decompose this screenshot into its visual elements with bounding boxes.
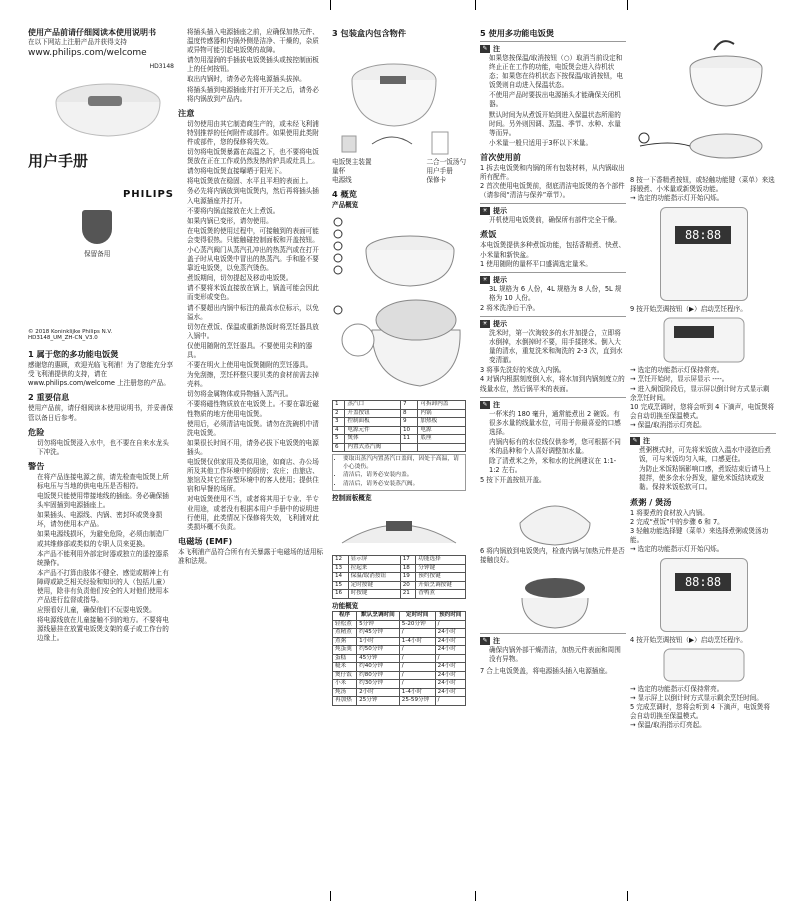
part-name: 内置式蒸汽阀: [345, 443, 401, 452]
danger-list: [28, 439, 174, 457]
list-item: • 如果电源线损坏，为避免危险，必须由制造厂或其维修部或类似的专职人员来更换。: [37, 530, 174, 548]
table-cell: 再加热: [333, 697, 357, 706]
step: 2 完成“煮饭”中的步骤 6 和 7。: [630, 517, 724, 526]
section-2-title: 2 重要信息: [28, 392, 70, 403]
table-cell: /: [435, 697, 465, 706]
list-item: • 煮饭期间，切勿提起及移动电饭煲。: [187, 274, 324, 283]
porridge-heading: 煮粥 / 煲汤: [630, 496, 672, 507]
table-row: [333, 680, 466, 689]
note-box: [480, 397, 626, 476]
list-item: • 确保内锅外部干燥清洁，加热元件表面和周围没有异物。: [489, 646, 626, 664]
panel-number: 21: [400, 590, 416, 599]
panel-name: 定时按键: [348, 581, 400, 590]
column-header: 预约时间: [435, 612, 465, 621]
brand-logo: PHILIPS: [122, 189, 174, 201]
crop-mark: [627, 0, 628, 10]
box-label: 电源线: [332, 176, 352, 185]
panel-name: 拉起来: [348, 564, 400, 573]
panel-name: 香鸭煮: [416, 590, 466, 599]
manual-title: 用户手册: [28, 152, 89, 171]
safety-list-top: [178, 28, 324, 104]
emf-heading: 电磁场 (EMF): [178, 535, 233, 546]
table-row: [333, 409, 466, 418]
table-cell: 1小时: [357, 637, 400, 646]
table-cell: 25分钟: [357, 697, 400, 706]
list-item: • 为免刮擦，烹饪杯整只要贝类的食材前需去掉壳料。: [187, 371, 324, 389]
panel-number: 15: [333, 581, 349, 590]
panel-number: 18: [400, 564, 416, 573]
list-item: • 切勿在煮饭、保温或重新热饭时将烹饪器具放入锅中。: [187, 323, 324, 341]
website-link[interactable]: www.philips.com/welcome: [28, 48, 147, 59]
cook-heading: 煮饭: [480, 229, 497, 240]
open-lid-illustration: [510, 487, 626, 547]
list-item: • 如果插头、电源线、内锅、密封环或煲身损坏，请勿使用本产品。: [37, 511, 174, 529]
panel-name: 分钟键: [416, 564, 466, 573]
table-row: [333, 663, 466, 672]
result: → 选定的功能指示灯保持常亮。: [630, 366, 724, 375]
part-number: 5: [333, 435, 345, 444]
table-cell: 约80分钟: [357, 671, 400, 680]
part-number: [400, 443, 417, 452]
table-row: [333, 435, 466, 444]
list-item: • 请勿用湿润的手插拔电饭煲插头或按控制面板上的任何按钮。: [187, 56, 324, 74]
warning-heading: 警告: [28, 460, 45, 471]
table-cell: /: [435, 654, 465, 663]
start-button-illustration-2: [660, 645, 776, 685]
tip-label: 提示: [493, 275, 507, 284]
list-item: • 要取出蒸汽内置蒸汽口盖间，因处于高温，请小心烫伤。: [343, 456, 463, 471]
start-button-illustration: [660, 314, 776, 366]
panel-number: 13: [333, 564, 349, 573]
inner-pot-illustration: [510, 568, 626, 630]
table-row: [333, 556, 466, 565]
table-row: [333, 443, 466, 452]
result: → 选定的功能指示灯保持常亮。: [630, 685, 724, 694]
step: 7 合上电饭煲盖，将电源插头插入电源插座。: [480, 666, 612, 675]
parts-note: [332, 454, 466, 491]
part-number: 9: [400, 418, 417, 427]
table-cell: 糙米: [333, 663, 357, 672]
first-use-heading: 首次使用前: [480, 151, 521, 162]
list-item: • 使用后，必须清洁电饭煲。请勿在洗碗机中清洗电饭煲。: [187, 420, 324, 438]
list-item: • 不要在明火上使用电饭煲随附的烹饪器具。: [187, 361, 324, 370]
list-item: • 如果您按保温/取消按钮（○）取消当前设定和终止正在工作的功能，电饭煲会进入待机状态；如果您在待机状态下按保温/取消按钮，电饭煲则自动进入保温状态。: [489, 54, 626, 90]
list-item: • 开机使用电饭煲前，确保所有部件完全干燥。: [489, 216, 626, 225]
table-cell: 煲仔饭: [333, 671, 357, 680]
note-label: 注: [493, 45, 500, 53]
table-cell: 约30分钟: [357, 680, 400, 689]
list-item: • 默认时间为从煮饭开始到进入保温状态所需的时间。另外则因调、蒸温、季节、水种、水量等而异。: [489, 111, 626, 138]
table-cell: /: [399, 680, 435, 689]
list-item: • 内锅内标有的水位线仅供参考，您可根据不同米的品种和个人喜好调整加水量。: [489, 438, 626, 456]
part-number: 6: [333, 443, 345, 452]
box-label: 量杯: [332, 167, 346, 176]
control-panel-display: [660, 207, 748, 301]
table-cell: 24小时: [435, 629, 465, 638]
column-usage: [480, 28, 626, 895]
result: → 保温/取消指示灯亮起。: [630, 721, 706, 730]
first-use-steps: [480, 164, 626, 200]
list-item: • 切勿使用由其它制造商生产的，或未经飞利浦特别推荐的任何附件或部件。如果使用此类附件或部件，您的保修将失效。: [187, 120, 324, 147]
step: 1 将要煮的食材放入内锅。: [630, 508, 709, 517]
step: 5 按下开盖按钮开盖。: [480, 476, 546, 485]
section-5-title: 5 使用多功能电饭煲: [480, 28, 555, 38]
list-item: • 请不要将米饭直接放在锅上，锅盖可能会因此而变形或变色。: [187, 284, 324, 302]
product-diagram: [332, 210, 466, 400]
control-panel-diagram: [332, 503, 466, 555]
rice-cooker-photo: [48, 72, 174, 142]
box-label: 电饭煲主装置: [332, 158, 372, 166]
table-cell: 2小时: [357, 688, 400, 697]
column-header: 默认烹调时间: [357, 612, 400, 621]
table-row: [333, 620, 466, 629]
list-item: • 电饭煲只能使用带接地线的插座。务必确保插头牢固插到电源插座上。: [37, 492, 174, 510]
list-item: • 清洁后，请务必安装内盖。: [343, 472, 463, 480]
plug-in-illustration: [630, 28, 776, 176]
part-number: 8: [400, 409, 417, 418]
section-1-text: 感谢您的惠顾，欢迎光临飞利浦！为了您能充分享受飞利浦提供的支持，请在 www.philips.com/welcome 上注册您的产品。: [28, 361, 174, 388]
list-item: • 不要将磁性物质放在电饭煲上。不要在靠近磁性物质的地方使用电饭煲。: [187, 400, 324, 418]
table-cell: 小米: [333, 680, 357, 689]
table-cell: 轻松煮: [333, 620, 357, 629]
list-item: • 本产品不能利用外部定时器或独立的遥控器系统操作。: [37, 550, 174, 568]
part-name: 可拆卸内盖: [418, 401, 466, 410]
table-row: [333, 671, 466, 680]
list-item: • 不使用产品时要拔出电源插头才能确保关闭机器。: [489, 91, 626, 109]
product-overview-title: 产品概览: [332, 201, 359, 210]
table-cell: 1-4小时: [399, 688, 435, 697]
tip-box: [480, 272, 626, 303]
list-item: • 小心蒸汽阀门从蒸汽孔冲出的热蒸汽或在打开盖子时从电饭煲中冒出的热蒸汽。手和脸不要靠近电饭煲，以免蒸汽烫伤。: [187, 246, 324, 273]
column-header: 定时时间: [399, 612, 435, 621]
table-cell: /: [399, 629, 435, 638]
table-row: [333, 581, 466, 590]
crop-mark: [627, 891, 628, 901]
table-row: [333, 654, 466, 663]
shield-icon: [82, 210, 112, 244]
list-item: • 一杯米约 180 毫升，通常能煮出 2 碗饭。有很多水量的线量水位，可用于你最喜爱的口感选择。: [489, 410, 626, 437]
panel-number: 17: [400, 556, 416, 565]
box-label: 保修卡: [426, 176, 447, 185]
panel-name: 保温/取消按钮: [348, 573, 400, 582]
panel-name: 功能选择: [416, 556, 466, 565]
list-item: • 为防止米饭粘锅影响口感，煮饭结束后请马上搅拌，使多余水分挥发，避免米饭结块或发黏。保持米饭松软可口。: [639, 465, 776, 492]
list-item: • 将插头插到电源插座并打开开关之后，请务必将内锅放到产品内。: [187, 86, 324, 104]
step: 1 拆去电饭煲和内锅的所有包装材料，从内锅取出所有配件。: [480, 163, 625, 182]
table-row: [333, 426, 466, 435]
crop-mark: [475, 0, 476, 10]
note-icon: ✎: [630, 437, 640, 445]
read-first-title: 使用产品前请仔细阅读本使用说明书: [28, 28, 156, 37]
step: 9 按开始烹调按钮（▶）启动烹饪程序。: [630, 305, 747, 314]
table-row: [333, 646, 466, 655]
panel-name: 开始烹调按键: [416, 581, 466, 590]
step: 4 按开始烹调按钮（▶）启动烹饪程序。: [630, 635, 747, 644]
list-item: • 如果很长时间不用，请务必拔下电饭煲的电源插头。: [187, 439, 324, 457]
list-item: • 切勿将金属物体或异物插入蒸汽孔。: [187, 390, 324, 399]
table-cell: 煮粥: [333, 637, 357, 646]
panel-name: 时按键: [348, 590, 400, 599]
part-name: 电源元件: [345, 426, 401, 435]
register-text: 在以下网站上注册产品并获得支持: [28, 38, 127, 46]
tip-box: [480, 316, 626, 365]
note-label: 注: [493, 400, 500, 409]
tip-box: [480, 203, 626, 225]
table-cell: /: [399, 646, 435, 655]
column-cover: [28, 28, 174, 895]
box-label: 二合一饭汤勺: [426, 158, 466, 166]
table-cell: 蛋糕: [333, 654, 357, 663]
table-cell: /: [399, 654, 435, 663]
note-label: 注: [643, 437, 650, 446]
table-cell: 24小时: [435, 680, 465, 689]
crop-mark: [330, 0, 331, 10]
table-cell: /: [399, 671, 435, 680]
table-cell: 25-59分钟: [399, 697, 435, 706]
column-header: 程序: [333, 612, 357, 621]
part-number: 3: [333, 418, 345, 427]
part-number: 2: [333, 409, 345, 418]
step: 4 对锅内根据刻度倒入水，将水加到内锅刻度立的线量水位，然后锅平米的表面。: [480, 375, 625, 393]
list-item: • 如果内锅已变形，请勿使用。: [187, 217, 324, 226]
result: → 保温/取消指示灯亮起。: [630, 420, 706, 429]
crop-mark: [475, 891, 476, 901]
crop-mark: [330, 891, 331, 901]
keep-for-reference: 保留备用: [84, 250, 111, 259]
note-icon: ✎: [480, 637, 490, 645]
list-item: • 不要将内锅直接放在火上煮饭。: [187, 207, 324, 216]
table-cell: 24小时: [435, 637, 465, 646]
table-row: [333, 401, 466, 410]
note-box: [480, 41, 626, 148]
panel-number: 19: [400, 573, 416, 582]
step: 3 轻触功能选择键（菜单）来选择煮粥或煲汤功能。: [630, 526, 769, 544]
table-cell: 24小时: [435, 663, 465, 672]
list-item: • 煮粥模式时，可先将米饭放入温水中浸泡后煮饭，可与米饭均匀入味，口感更佳。: [639, 446, 776, 464]
table-row: [333, 688, 466, 697]
function-overview-title: 功能概览: [332, 601, 359, 610]
table-cell: 5分钟: [357, 620, 400, 629]
table-cell: 约50分钟: [357, 646, 400, 655]
table-cell: 炖蛋羹: [333, 646, 357, 655]
list-item: • 清洁后，请务必安装蒸汽阀。: [343, 481, 463, 489]
panel-table: [332, 555, 466, 599]
part-name: [418, 443, 466, 452]
table-cell: 约45分钟: [357, 629, 400, 638]
step: 2 将米洗净后干净。: [480, 303, 540, 312]
part-name: 煲体: [345, 435, 401, 444]
list-item: • 将电饭煲放在稳固、水平且平坦的表面上。: [187, 177, 324, 186]
tip-icon: ☀: [480, 207, 490, 215]
parts-table: [332, 400, 466, 452]
list-item: • 本产品不打算由肢体不健全、感觉或精神上有障碍或缺乏相关经验和知识的人（包括儿童）使用，除非有负责他们安全的人对他们使用本产品进行监督或指导。: [37, 569, 174, 605]
table-row: [333, 573, 466, 582]
result: → 显示屏上以倒计时方式显示剩余烹饪时间。: [630, 694, 763, 703]
result: → 选定的功能指示灯开始闪烁。: [630, 544, 724, 553]
table-row: [333, 697, 466, 706]
caution-list: [178, 120, 324, 532]
result: → 选定的功能指示灯开始闪烁。: [630, 194, 724, 203]
list-item: • 3L 规格为 6 人份，4L 规格为 8 人份，5L 规格为 10 人份。: [489, 285, 626, 303]
table-cell: 45分钟: [357, 654, 400, 663]
table-cell: 24小时: [435, 671, 465, 680]
list-item: • 除了清煮米之外，米和水的比例建议在 1:1-1:2 左右。: [489, 457, 626, 475]
table-row: [333, 629, 466, 638]
part-name: 加热板: [418, 418, 466, 427]
tip-icon: ☀: [480, 320, 490, 328]
table-cell: /: [399, 663, 435, 672]
list-item: • 小米量一般只适用于3杯以下米量。: [489, 139, 626, 148]
list-item: • 将插头插入电源插座之前，应确保加热元件、温度传感器和内锅外侧是洁净、干燥的，杂质或异物可能引起电饭煲的故障。: [187, 28, 324, 55]
display-screen: 88:88: [675, 573, 731, 591]
part-name: 底座: [418, 435, 466, 444]
box-label: 用户手册: [426, 167, 453, 176]
result: → 进入焖饭阶段后，显示屏以倒计时方式显示剩余烹饪时间。: [630, 384, 770, 402]
section-4-title: 4 概览: [332, 189, 357, 200]
section-1-title: 1 属于您的多功能电饭煲: [28, 349, 119, 360]
section-2-text: 使用产品前，请仔细阅读本使用说明书，并妥善保管以备日后参考。: [28, 404, 174, 422]
table-cell: 24小时: [435, 646, 465, 655]
step: 10 完成烹调时，您将会听到 4 下滴声，电饭煲将会自动切换至保温模式。: [630, 402, 775, 420]
tip-label: 提示: [493, 319, 507, 328]
table-cell: 煮精煮: [333, 629, 357, 638]
table-cell: 炖汤: [333, 688, 357, 697]
column-cooking: [630, 28, 776, 895]
danger-heading: 危险: [28, 426, 45, 437]
part-number: 7: [400, 401, 417, 410]
step: 8 按一下香精煮按钮，或轻触功能键（菜单）来选择锻煮、小米量或新煲饭功能。: [630, 176, 775, 194]
list-item: • 应照看好儿童，确保他们不玩耍电饭煲。: [37, 606, 174, 615]
emf-text: 本飞利浦产品符合所有有关暴露于电磁场的适用标准和法规。: [178, 547, 324, 565]
panel-number: 14: [333, 573, 349, 582]
table-row: [333, 418, 466, 427]
note-box: [480, 633, 626, 664]
control-panel-title: 控制面板概览: [332, 494, 372, 503]
step: 1 使用随附的量杯平口盛满选定量米。: [480, 259, 592, 268]
display-screen: 88:88: [675, 226, 731, 244]
part-name: 内锅: [418, 409, 466, 418]
note-icon: ✎: [480, 45, 490, 53]
part-number: 4: [333, 426, 345, 435]
list-item: • 将电源线放在儿童接触不到的地方。不要将电源线悬挂在放置电饭煲支架的桌子或工作台的边缘上。: [37, 616, 174, 643]
part-number: 1: [333, 401, 345, 410]
table-row: [333, 590, 466, 599]
part-name: 电源: [418, 426, 466, 435]
result: → 烹饪开始时，显示屏显示 ----。: [630, 375, 729, 384]
list-item: • 请不要超出内锅中标注的最高水位标示，以免溢水。: [187, 304, 324, 322]
list-item: • 电饭煲仅供家用及类似用途，如商店、办公场所及其他工作环境中的厨房；农庄；由旅店、旅馆及其它住宿型环境中的客人使用；提供住宿和早餐的场所。: [187, 458, 324, 494]
function-table: [332, 611, 466, 706]
table-row: [333, 637, 466, 646]
panel-number: 20: [400, 581, 416, 590]
cook-intro: 本电饭煲提供多种煮饭功能，包括香精煮、快煮、小米量和新快盆。: [480, 241, 626, 259]
part-number: 11: [400, 435, 417, 444]
note-label: 注: [493, 636, 500, 645]
tip-label: 提示: [493, 207, 507, 216]
model-number: HD3148: [149, 63, 174, 71]
table-row: [333, 564, 466, 573]
warning-list: [28, 473, 174, 644]
panel-number: 12: [333, 556, 349, 565]
table-cell: 约40分钟: [357, 663, 400, 672]
table-cell: 1-4小时: [399, 637, 435, 646]
table-cell: /: [435, 620, 465, 629]
list-item: • 对电饭煲使用不当，或者将其用于专业、半专业用途，或者没有根据本用户手册中的说明进行使用，此类情况下保修将失效，飞利浦对此类损坏概不负责。: [187, 495, 324, 531]
column-safety: [178, 28, 324, 895]
list-item: • 仅使用随附的烹饪器具。不要使用尖利的器具。: [187, 342, 324, 360]
list-item: • 切勿将电饭煲暴露在高温之下，也不要将电饭煲放在正在工作或仍然发热的炉具或灶具上。: [187, 148, 324, 166]
caution-heading: 注意: [178, 107, 195, 118]
panel-name: 预约按键: [416, 573, 466, 582]
part-name: 控制面板: [345, 418, 401, 427]
tip-icon: ☀: [480, 276, 490, 284]
list-item: • 请勿将电饭煲直接曝晒于阳光下。: [187, 167, 324, 176]
table-cell: 24小时: [435, 688, 465, 697]
step: 2 首次使用电饭煲前，彻底清洁电饭煲的各个部件（请参阅“清洁与保养”章节）。: [480, 182, 625, 200]
note-icon: ✎: [480, 401, 490, 409]
part-number: 10: [400, 426, 417, 435]
section-3-title: 3 包装盒内包含物件: [332, 28, 407, 38]
note-box: [630, 433, 776, 492]
column-overview: [332, 28, 466, 895]
list-item: • 务必先将内锅放到电饭煲内，然后再将插头插入电源插座并打开。: [187, 187, 324, 205]
step: 3 将事先洗好的米放入内锅。: [480, 366, 566, 375]
panel-number: 16: [333, 590, 349, 599]
list-item: • 取出内锅时，请务必先将电源插头拔掉。: [187, 75, 324, 84]
copyright: © 2018 Koninklijke Philips N.V.: [28, 329, 113, 336]
document-number: HD3148_UM_ZH-CN_V3.0: [28, 335, 98, 342]
list-item: • 洗米时，第一次淘较多的水并加提合，立即将水倒掉，水倒掉时不要，用手揉搓米。倒入大量的清水，重复洗米和淘洗的 2-3 次，直到水变清澈。: [489, 329, 626, 365]
step: 6 将内锅放到电饭煲内，检查内锅与加热元件是否接触良好。: [480, 547, 625, 565]
list-item: • 切勿将电饭煲浸入水中，也不要在自来水龙头下冲洗。: [37, 439, 174, 457]
step: 5 完成烹调时，您将会听到 4 下滴声，电饭煲将会自动切换至保温模式。: [630, 703, 770, 721]
control-panel-display-2: [660, 558, 748, 632]
list-item: • 在电饭煲的使用过程中，可接触到的表面可能会变得很热。只能触碰控制面板和开盖按钮。: [187, 227, 324, 245]
panel-name: 显示屏: [348, 556, 400, 565]
part-name: 蒸汽口: [345, 401, 401, 410]
part-name: 开盖按钮: [345, 409, 401, 418]
table-cell: 5-20分钟: [399, 620, 435, 629]
table-header-row: [333, 612, 466, 621]
list-item: • 在将产品连接电源之前，请先检查电饭煲上所标电压与当地的供电电压是否相符。: [37, 473, 174, 491]
box-contents-illustration: [332, 40, 466, 168]
